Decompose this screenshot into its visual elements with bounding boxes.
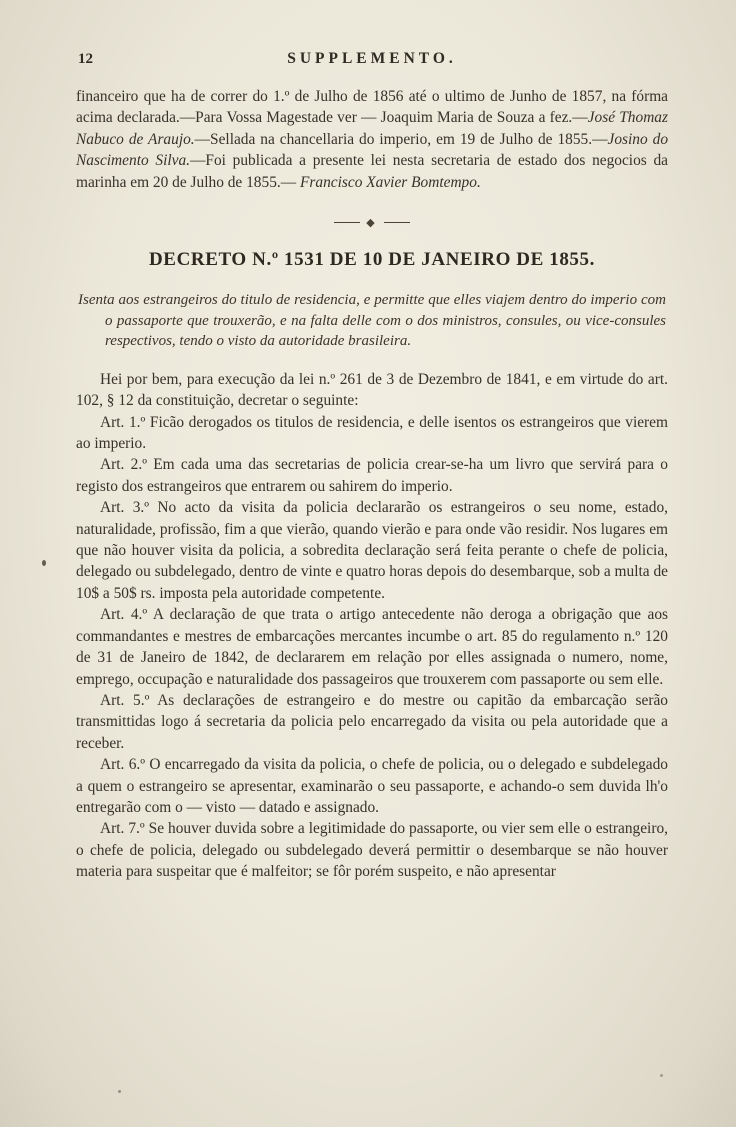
signature-name: Josino do Nascimento Silva.: [76, 130, 669, 170]
decree-article-6: Art. 6.º O encarregado da visita da policia, o chefe de policia, ou o delegado e subdelegado a quem o estrangeiro se apresentar, examinarão o seu passaporte, e achando-o sem duvida lh'o entregarão com o — visto — datado e assignado.: [76, 756, 668, 816]
signature-name: José Thomaz Nabuco de Araujo.: [76, 109, 668, 148]
decree-article-4: Art. 4.º A declaração de que trata o artigo antecedente não deroga a obrigação que aos commandantes e mestres de embarcações mercantes incumbe o art. 85 do regulamento n.º 120 de 31 de Janeiro de 1842, de declararem em relação por elles assignada o numero, nome, emprego, occupação e naturalidade dos passageiros que trouxerem com passaporte ou sem elle.: [76, 606, 668, 688]
signature-name: Francisco Xavier Bomtempo.: [300, 173, 481, 191]
text-segment: financeiro que ha de correr do 1.º de Julho de 1856 até o ultimo de Junho de 1857, na fórma acima declarada.—Para Vossa Magestade ver — Joaquim Maria de Souza a fez.—: [76, 88, 668, 127]
decree-article-7: Art. 7.º Se houver duvida sobre a legitimidade do passaporte, ou vier sem elle o estrangeiro, o chefe de policia, delegado ou subdelegado deverá permittir o desembarque se não houver materia para suspeitar que é malfeitor; se fôr porém suspeito, e não apresentar: [76, 820, 668, 881]
scan-artifact: [660, 1074, 663, 1077]
section-divider-ornament: [76, 216, 668, 229]
decree-summary: Isenta aos estrangeiros do titulo de residencia, e permitte que elles viajem dentro do imperio com o passaporte que trouxerão, e na falta delle com o dos ministros, consules, ou vice-consules respectivos, tendo o visto da autoridade brasileira.: [78, 292, 666, 350]
scan-artifact: [42, 560, 46, 566]
decree-preamble: Hei por bem, para execução da lei n.º 261 de 3 de Dezembro de 1841, e em virtude do art. 102, § 12 da constituição, decretar o seguinte:: [76, 370, 668, 410]
text-column: [76, 50, 668, 883]
page-number: 12: [78, 51, 93, 67]
scan-artifact: [118, 1090, 121, 1093]
running-title: SUPPLEMENTO.: [287, 50, 457, 67]
text-segment: —Sellada na chancellaria do imperio, em 19 de Julho de 1855.—: [194, 130, 608, 148]
page-header: [76, 50, 668, 72]
diamond-icon: ◆: [366, 217, 378, 230]
text-segment: —Foi publicada a presente lei nesta secretaria de estado dos negocios da marinha em 20 de Julho de 1855.—: [76, 152, 669, 191]
decree-article-5: Art. 5.º As declarações de estrangeiro e do mestre ou capitão da embarcação serão transmittidas logo á secretaria da policia pelo encarregado da visita ou pela autoridade que a receber.: [76, 691, 668, 752]
continuation-paragraph: [76, 86, 668, 193]
decree-article-3: Art. 3.º No acto da visita da policia declararão os estrangeiros o seu nome, estado, naturalidade, profissão, fim a que vierão, quando vierão e para onde vão residir. Nos lugares em que não houver visita da policia, a sobredita declaração será feita perante o chefe de policia, delegado ou subdelegado, dentro de vinte e quatro horas depois do desembarque, sob a multa de 10$ a 50$ rs. imposta pela autoridade competente.: [76, 499, 668, 602]
decree-article-1: Art. 1.º Ficão derogados os titulos de residencia, e delle isentos os estrangeiros que vierem ao imperio.: [76, 413, 668, 453]
decree-article-2: Art. 2.º Em cada uma das secretarias de policia crear-se-ha um livro que servirá para o registo dos estrangeiros que entrarem ou sahirem do imperio.: [76, 456, 668, 495]
decree-heading: DECRETO N.º 1531 DE 10 DE JANEIRO DE 1855.: [148, 249, 595, 271]
